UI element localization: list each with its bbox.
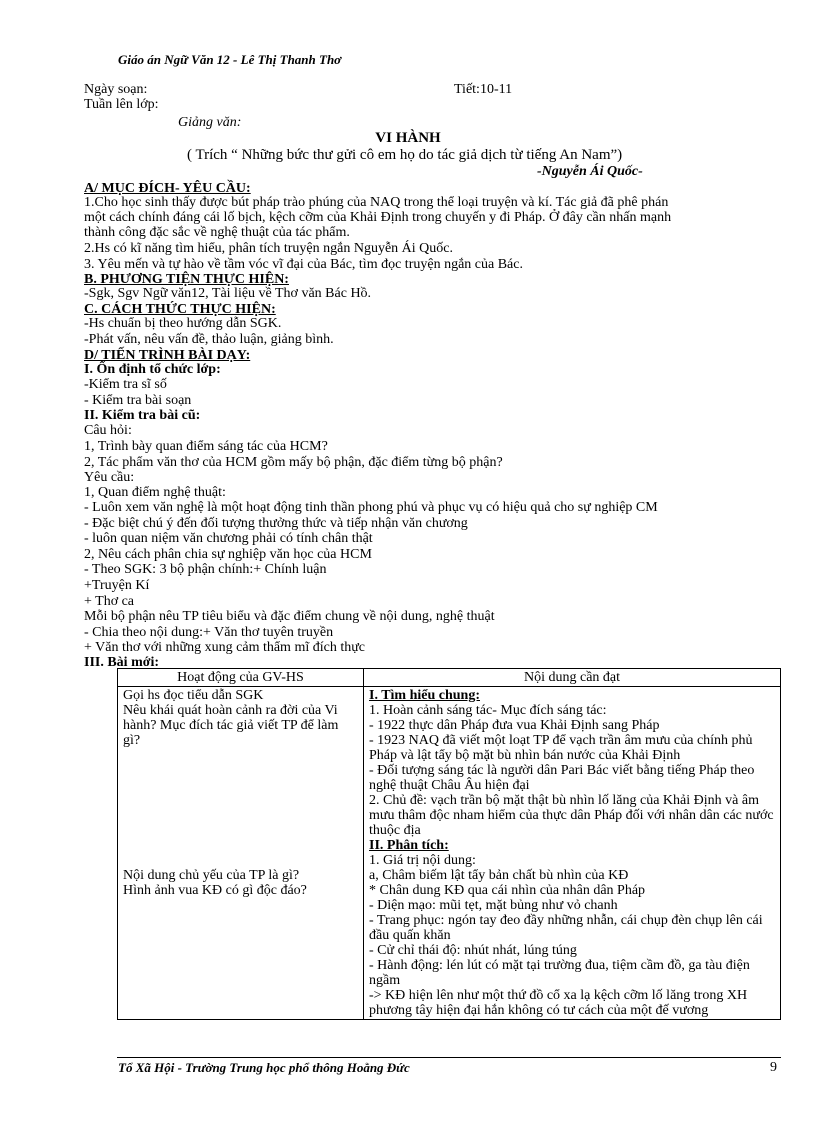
table-header-content: Nội dung cần đạt bbox=[364, 669, 781, 687]
section-c-line: -Phát vấn, nêu vấn đề, thảo luận, giảng bình. bbox=[84, 332, 334, 347]
lesson-author: -Nguyễn Ái Quốc- bbox=[537, 164, 643, 179]
section-d2-line: - Đặc biệt chú ý đến đối tượng thưởng thức và tiếp nhận văn chương bbox=[84, 516, 468, 531]
content-line: - Cử chỉ thái độ: nhút nhát, lúng túng bbox=[369, 943, 577, 958]
section-a-heading: A/ MỤC ĐÍCH- YÊU CẦU: bbox=[84, 181, 251, 196]
section-d2-line: - Luôn xem văn nghệ là một hoạt động tinh thần phong phú và phục vụ có hiệu quả cho sự nghiệp CM bbox=[84, 500, 658, 515]
lesson-activity-table bbox=[117, 668, 781, 1020]
activity-line: Nội dung chủ yếu của TP là gì? bbox=[123, 868, 300, 883]
content-heading: I. Tìm hiểu chung: bbox=[369, 688, 480, 703]
section-b-line: -Sgk, Sgv Ngữ văn12, Tài liệu về Thơ văn Bác Hồ. bbox=[84, 286, 372, 301]
section-d-heading: D/ TIẾN TRÌNH BÀI DẠY: bbox=[84, 348, 251, 363]
content-line: - 1922 thực dân Pháp đưa vua Khải Định sang Pháp bbox=[369, 718, 660, 733]
giang-van-label: Giảng văn: bbox=[178, 115, 242, 130]
section-d2-line: - Chia theo nội dung:+ Văn thơ tuyên truyền bbox=[84, 625, 334, 640]
footer-school: Tổ Xã Hội - Trường Trung học phổ thông Hoằng Đức bbox=[118, 1060, 410, 1075]
table-row bbox=[118, 687, 781, 1020]
section-d2-line: - Theo SGK: 3 bộ phận chính:+ Chính luận bbox=[84, 562, 327, 577]
activity-line: Nêu khái quát hoàn cảnh ra đời của Vi hành? Mục đích tác giả viết TP để làm gì? bbox=[123, 703, 339, 748]
content-line: * Chân dung KĐ qua cái nhìn của nhân dân Pháp bbox=[369, 883, 646, 898]
lesson-title: VI HÀNH bbox=[375, 130, 441, 146]
activity-cell bbox=[118, 687, 364, 1020]
content-line: -> KĐ hiện lên như một thứ đồ cổ xa lạ kệch cỡm lố lăng trong XH phương tây hiện đại hắn không có tư cách của một đế vương bbox=[369, 988, 748, 1018]
lesson-subtitle: ( Trích “ Những bức thư gửi cô em họ do tác giả dịch từ tiếng An Nam”) bbox=[187, 147, 623, 163]
section-d2-line: 2, Tác phẩm văn thơ của HCM gồm mấy bộ phận, đặc điểm từng bộ phận? bbox=[84, 455, 503, 470]
page-number: 9 bbox=[770, 1060, 777, 1075]
content-line: 1. Hoàn cảnh sáng tác- Mục đích sáng tác: bbox=[369, 703, 607, 718]
section-d2-line: + Thơ ca bbox=[84, 594, 135, 609]
section-d2-line: 1, Quan điểm nghệ thuật: bbox=[84, 485, 226, 500]
content-cell bbox=[364, 687, 781, 1020]
section-d2-line: Mỗi bộ phận nêu TP tiêu biểu và đặc điểm chung về nội dung, nghệ thuật bbox=[84, 609, 495, 624]
section-d1-line: -Kiểm tra sĩ số bbox=[84, 377, 167, 392]
page-header-title: Giáo án Ngữ Văn 12 - Lê Thị Thanh Thơ bbox=[118, 52, 342, 67]
section-d2-line: Câu hỏi: bbox=[84, 423, 132, 438]
section-d3-heading: III. Bài mới: bbox=[84, 655, 160, 670]
section-b-heading: B. PHƯƠNG TIỆN THỰC HIỆN: bbox=[84, 272, 289, 287]
section-d2-heading: II. Kiểm tra bài cũ: bbox=[84, 408, 201, 423]
content-line: - Hành động: lén lút có mặt tại trường đua, tiệm cầm đồ, ga tàu điện ngầm bbox=[369, 958, 750, 988]
activity-line: Hình ảnh vua KĐ có gì độc đáo? bbox=[123, 883, 307, 898]
section-d2-line: 2, Nêu cách phân chia sự nghiệp văn học của HCM bbox=[84, 547, 372, 562]
section-c-line: -Hs chuẩn bị theo hướng dẫn SGK. bbox=[84, 316, 282, 331]
section-c-heading: C. CÁCH THỨC THỰC HIỆN: bbox=[84, 302, 276, 317]
content-line: 1. Giá trị nội dung: bbox=[369, 853, 476, 868]
section-d2-line: +Truyện Kí bbox=[84, 578, 150, 593]
section-a-line: 3. Yêu mến và tự hào về tầm vóc vĩ đại của Bác, tìm đọc truyện ngắn của Bác. bbox=[84, 257, 523, 272]
content-line: - 1923 NAQ đã viết một loạt TP để vạch trần âm mưu của chính phủ Pháp và lật tẩy bộ mặt bù nhìn bán nước của Khải Định bbox=[369, 733, 753, 763]
section-d1-heading: I. Ổn định tổ chức lớp: bbox=[84, 362, 221, 377]
content-line: a, Châm biếm lật tẩy bản chất bù nhìn của KĐ bbox=[369, 868, 629, 883]
section-d2-line: Yêu cầu: bbox=[84, 470, 135, 485]
content-line: - Đối tượng sáng tác là người dân Pari Bác viết bằng tiếng Pháp theo nghệ thuật Châu Âu hiện đại bbox=[369, 763, 755, 793]
footer-divider bbox=[117, 1057, 781, 1058]
activity-line: Gọi hs đọc tiểu dẫn SGK bbox=[123, 688, 264, 703]
content-heading: II. Phân tích: bbox=[369, 838, 449, 853]
section-d1-line: - Kiểm tra bài soạn bbox=[84, 393, 192, 408]
table-header-activity: Hoạt động của GV-HS bbox=[118, 669, 364, 687]
section-d2-line: - luôn quan niệm văn chương phải có tính chân thật bbox=[84, 531, 373, 546]
ngay-soan-label: Ngày soạn: bbox=[84, 82, 148, 97]
tuan-label: Tuần lên lớp: bbox=[84, 97, 159, 112]
section-a-line: thành công đặc sắc về nghệ thuật của tác phẩm. bbox=[84, 225, 350, 240]
section-d2-line: 1, Trình bày quan điểm sáng tác của HCM? bbox=[84, 439, 328, 454]
section-a-line: 2.Hs có kĩ năng tìm hiểu, phân tích truyện ngắn Nguyễn Ái Quốc. bbox=[84, 241, 453, 256]
content-line: - Diện mạo: mũi tẹt, mặt bủng như vỏ chanh bbox=[369, 898, 618, 913]
section-a-line: 1.Cho học sinh thấy được bút pháp trào phúng của NAQ trong thể loại truyện và kí. Tác giả đã phê phán bbox=[84, 195, 669, 210]
section-a-line: một cách chính đáng cái lố bịch, kệch cỡm của Khải Định trong chuyến y đi Pháp. Ở đây cần nhấn mạnh bbox=[84, 210, 672, 225]
tiet-label: Tiết:10-11 bbox=[454, 82, 513, 97]
section-d2-line: + Văn thơ với những xung cảm thẩm mĩ đích thực bbox=[84, 640, 366, 655]
content-line: 2. Chủ đề: vạch trần bộ mặt thật bù nhìn lố lăng của Khải Định và âm mưu thâm độc nham hiểm của thực dân Pháp đối với nhân dân các nước thuộc địa bbox=[369, 793, 774, 838]
table-header-row bbox=[118, 669, 781, 687]
content-line: - Trang phục: ngón tay đeo đầy những nhẫn, cái chụp đèn chụp lên cái đầu quấn khăn bbox=[369, 913, 763, 943]
